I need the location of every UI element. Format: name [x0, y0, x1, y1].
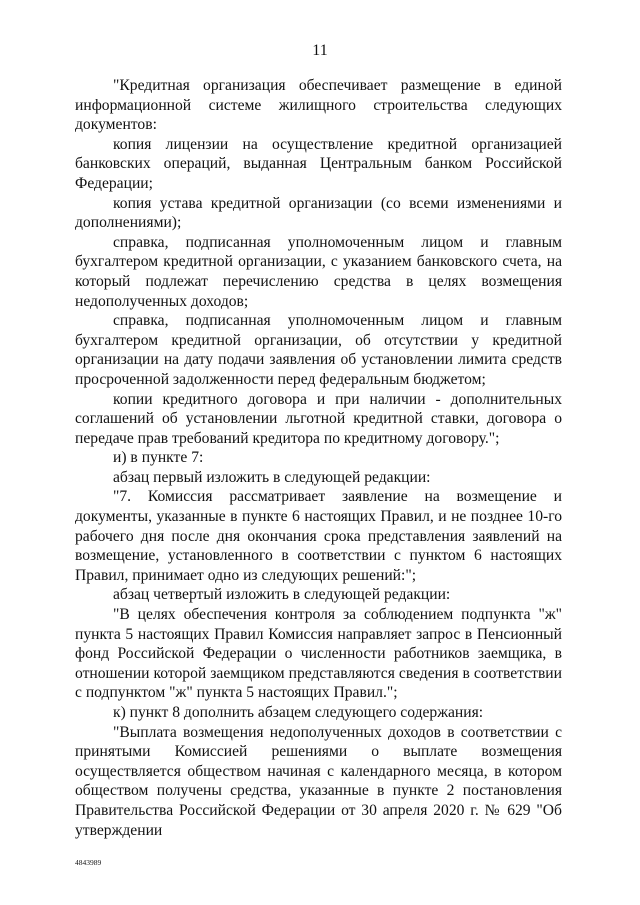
- paragraph: "7. Комиссия рассматривает заявление на возмещение и документы, указанные в пункте 6 настоящих Правил, и не позднее 10-го рабочего дня после дня окончания срока представления заявлений на возмещение, установленного в соответствии с пунктом 6 настоящих Правил, принимает одно из следующих решений:";: [75, 488, 562, 584]
- paragraph: абзац четвертый изложить в следующей редакции:: [113, 586, 451, 604]
- paragraph: и) в пункте 7:: [113, 449, 204, 467]
- paragraph: "Кредитная организация обеспечивает размещение в единой информационной системе жилищного строительства следующих документов:: [75, 77, 562, 134]
- paragraph: абзац первый изложить в следующей редакции:: [113, 468, 431, 486]
- page-number: 11: [312, 42, 328, 59]
- paragraph: копия устава кредитной организации (со всеми изменениями и дополнениями);: [75, 194, 562, 232]
- paragraph: копии кредитного договора и при наличии - дополнительных соглашений об установлении льготной кредитной ставки, договора о передаче прав требований кредитора по кредитному договору.";: [75, 390, 562, 447]
- paragraph: к) пункт 8 дополнить абзацем следующего содержания:: [113, 704, 484, 721]
- document-id: 4843989: [75, 858, 102, 867]
- paragraph: "В целях обеспечения контроля за соблюдением подпункта "ж" пункта 5 настоящих Правил Комиссия направляет запрос в Пенсионный фонд Российской Федерации о численности работников заемщика, в отношении которой заемщиком представляются сведения в соответствии с подпунктом "ж" пункта 5 настоящих Правил.";: [75, 606, 562, 702]
- document-body: [75, 76, 562, 840]
- paragraph: "Выплата возмещения недополученных доходов в соответствии с принятыми Комиссией решениями о выплате возмещения осуществляется обществом начиная с календарного месяца, в котором обществом получены средства, указанные в пункте 2 постановления Правительства Российской Федерации от 30 апреля 2020 г. № 629 "Об утверждении: [75, 723, 562, 839]
- paragraph: справка, подписанная уполномоченным лицом и главным бухгалтером кредитной организации, об отсутствии у кредитной организации на дату подачи заявления об установлении лимита средств просроченной задолженности перед федеральным бюджетом;: [75, 312, 562, 388]
- paragraph: копия лицензии на осуществление кредитной организацией банковских операций, выданная Центральным банком Российской Федерации;: [75, 135, 562, 192]
- paragraph: справка, подписанная уполномоченным лицом и главным бухгалтером кредитной организации, с указанием банковского счета, на который подлежат перечислению средства в целях возмещения недополученных доходов;: [75, 233, 562, 310]
